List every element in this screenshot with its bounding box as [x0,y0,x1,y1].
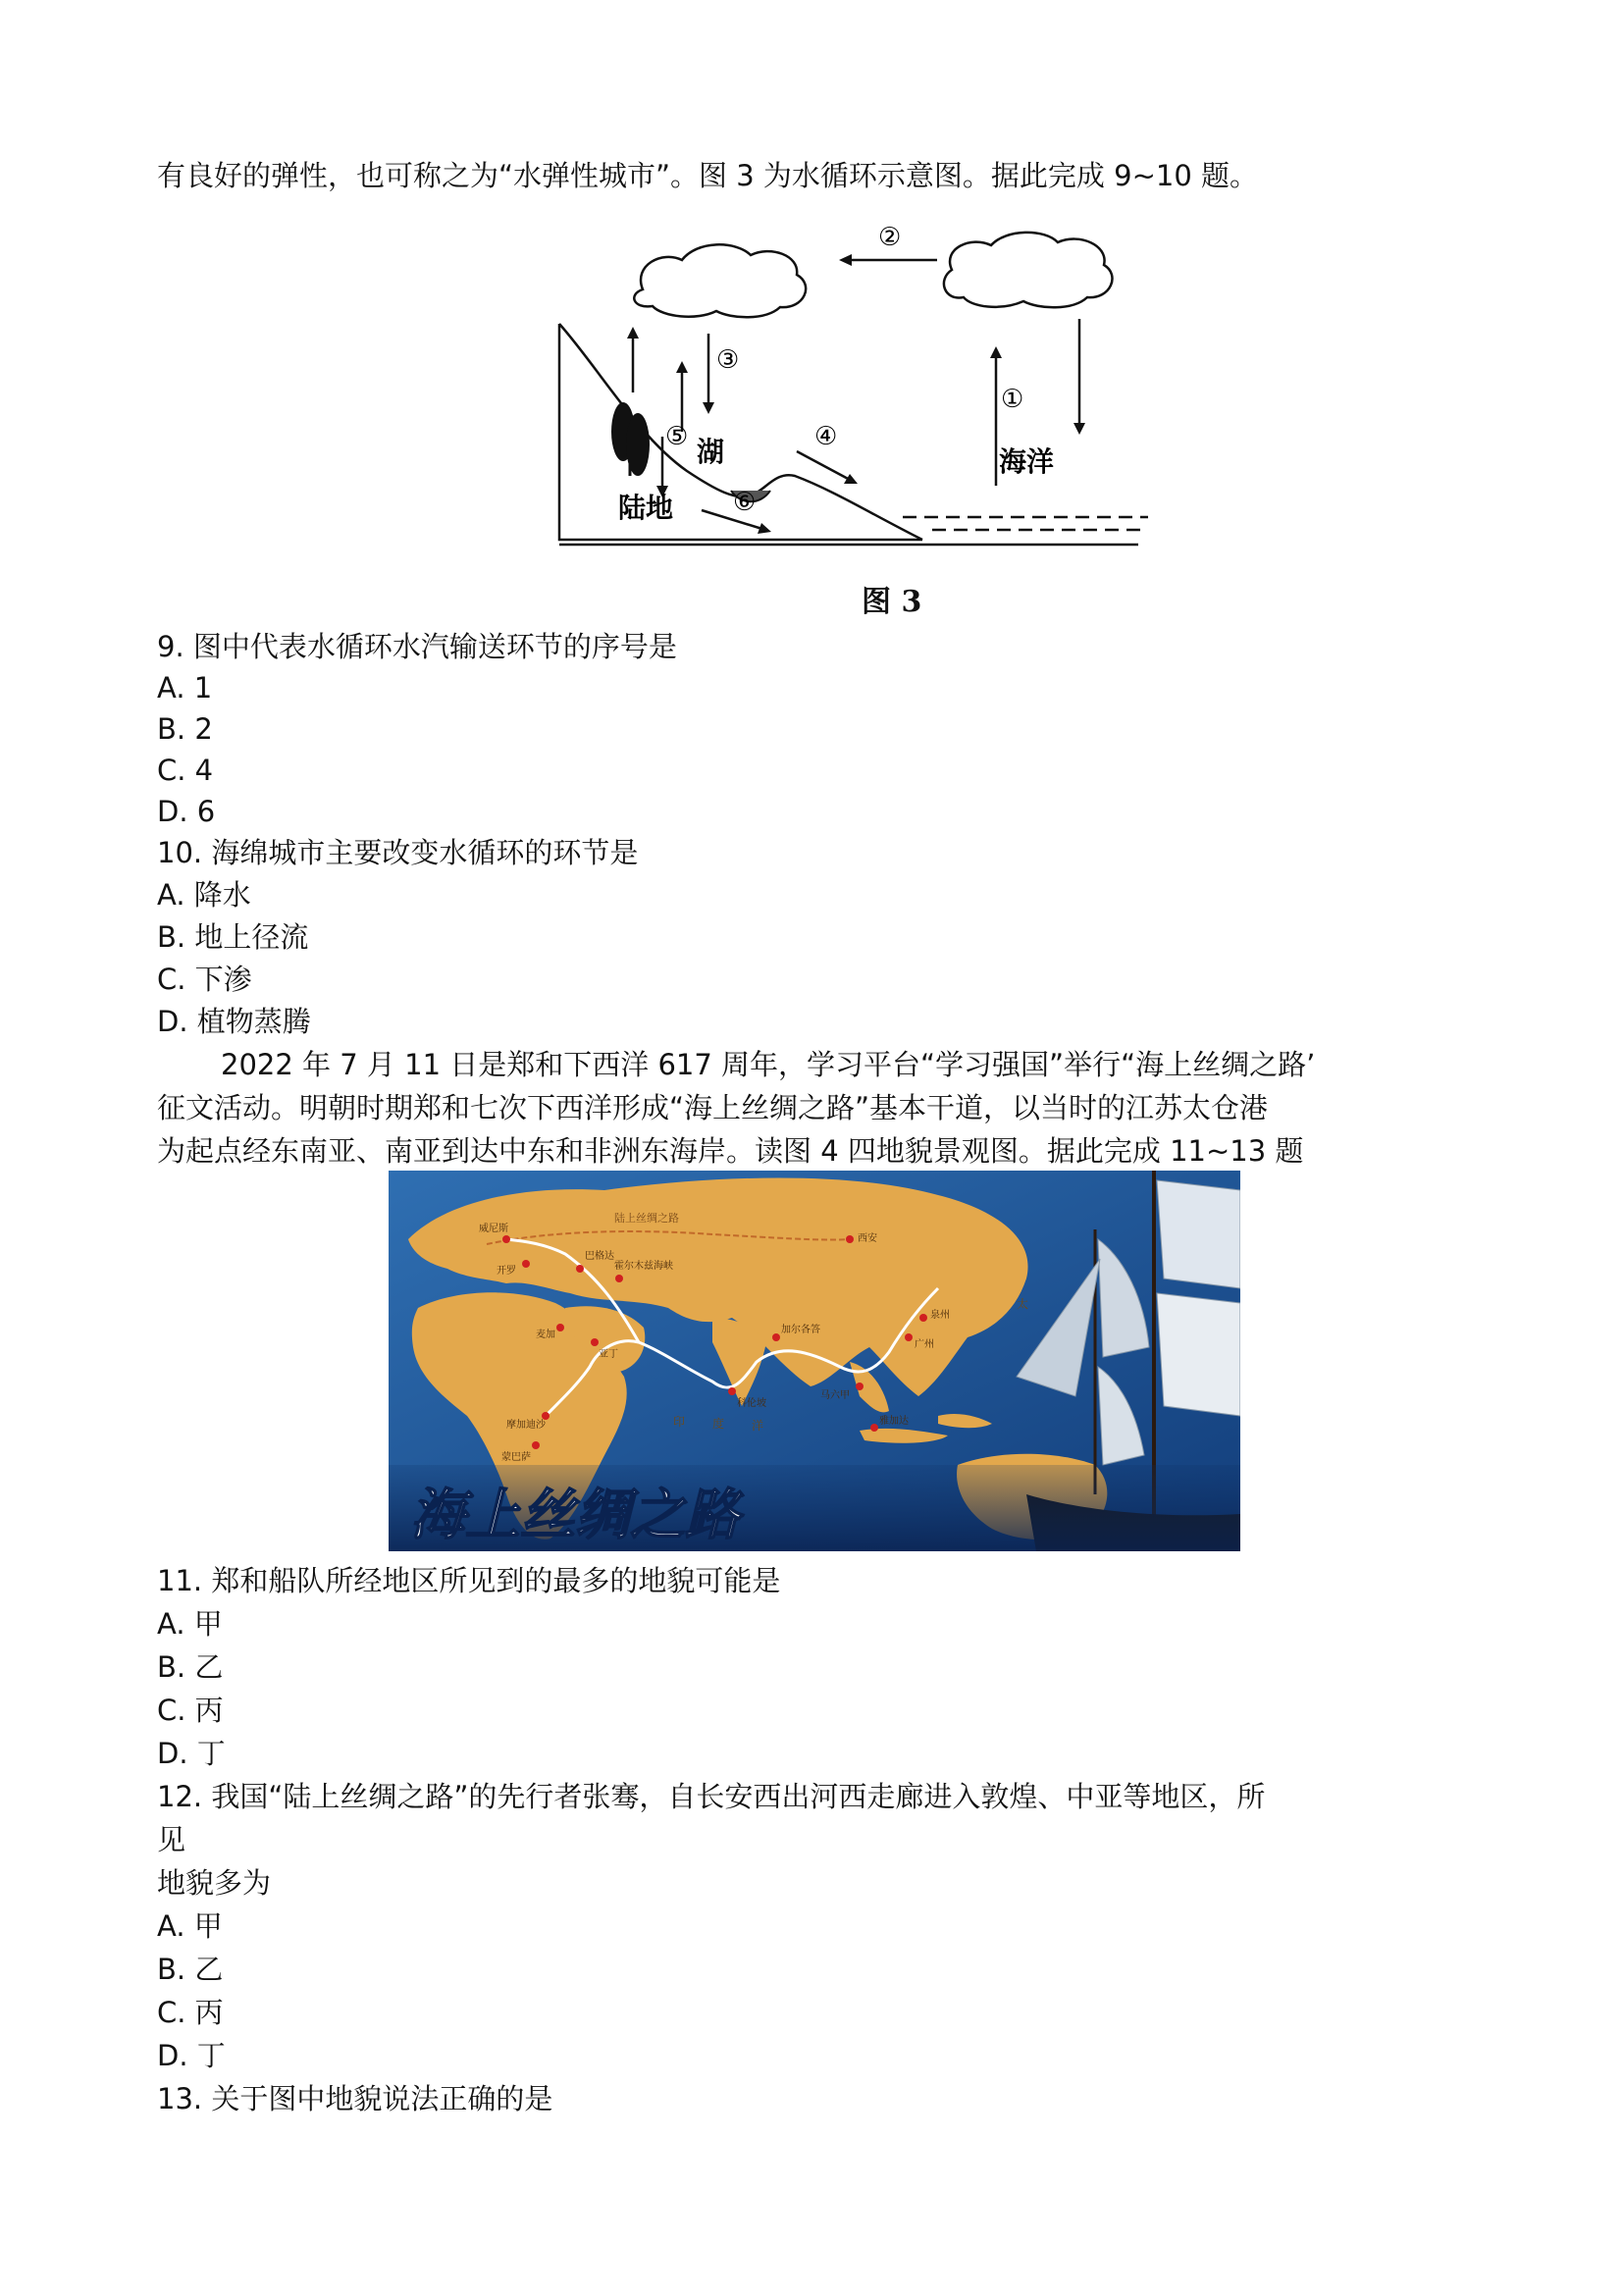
passage2-line3: 为起点经东南亚、南亚到达中东和非洲东海岸。读图 4 四地貌景观图。据此完成 11~13 题 [157,1134,1304,1168]
q11-stem: 11. 郑和船队所经地区所见到的最多的地貌可能是 [157,1564,781,1597]
label-land: 陆地 [618,492,674,524]
land-route-label: 陆上丝绸之路 [614,1212,679,1225]
q11-option-b[interactable]: B. 乙 [157,1650,224,1684]
marker-4: ④ [814,422,838,451]
q10-option-b[interactable]: B. 地上径流 [157,920,309,954]
q9-stem: 9. 图中代表水循环水汽输送环节的序号是 [157,630,677,663]
intro-tail-text: 有良好的弹性，也可称之为“水弹性城市”。图 3 为水循环示意图。据此完成 9~10 题。 [157,159,1259,192]
trees [611,402,650,476]
marker-2: ② [878,223,902,252]
marker-6: ⑥ [733,488,757,517]
q11-option-c[interactable]: C. 丙 [157,1694,224,1727]
q10-option-c[interactable]: C. 下渗 [157,963,252,996]
q9-option-c[interactable]: C. 4 [157,754,214,787]
figure3-caption: 图 3 [862,585,922,619]
q10-option-d[interactable]: D. 植物蒸腾 [157,1005,311,1038]
marker-1: ① [1001,385,1024,414]
svg-text:泉州: 泉州 [930,1310,950,1321]
svg-text:太: 太 [1017,1297,1029,1311]
q12-option-a[interactable]: A. 甲 [157,1909,223,1943]
passage2-line1: 2022 年 7 月 11 日是郑和下西洋 617 周年，学习平台“学习强国”举行“海上丝绸之路’ [221,1048,1316,1081]
marker-3: ③ [716,345,740,375]
svg-text:开罗: 开罗 [497,1266,516,1277]
marker-5: ⑤ [665,422,689,451]
cloud-right [944,233,1113,307]
passage2-line2: 征文活动。明朝时期郑和七次下西洋形成“海上丝绸之路”基本干道，以当时的江苏太仓港 [157,1091,1269,1124]
q12-stem-line2: 见 [157,1823,186,1856]
map-title: 海上丝绸之路 [410,1484,740,1547]
q9-option-b[interactable]: B. 2 [157,712,213,746]
q13-stem: 13. 关于图中地貌说法正确的是 [157,2082,553,2115]
q10-option-a[interactable]: A. 降水 [157,878,251,912]
svg-text:科伦坡: 科伦坡 [737,1398,766,1409]
svg-text:马六甲: 马六甲 [820,1390,850,1401]
q12-stem-line1: 12. 我国“陆上丝绸之路”的先行者张骞，自长安西出河西走廊进入敦煌、中亚等地区，所 [157,1780,1266,1813]
svg-text:洋: 洋 [752,1419,764,1433]
svg-text:广州: 广州 [915,1339,934,1350]
svg-text:度: 度 [712,1417,725,1431]
label-ocean: 海洋 [999,445,1055,478]
silk-road-map [389,1171,1240,1551]
q11-option-a[interactable]: A. 甲 [157,1607,223,1641]
svg-text:雅加达: 雅加达 [879,1416,909,1427]
q12-option-d[interactable]: D. 丁 [157,2039,226,2072]
q11-option-d[interactable]: D. 丁 [157,1737,226,1770]
label-lake: 湖 [697,436,725,468]
svg-text:摩加迪沙: 摩加迪沙 [506,1420,546,1431]
q9-option-a[interactable]: A. 1 [157,671,213,704]
q12-option-c[interactable]: C. 丙 [157,1996,224,2029]
svg-text:加尔各答: 加尔各答 [781,1325,820,1335]
cloud-left [634,244,806,317]
svg-text:亚丁: 亚丁 [599,1349,618,1360]
svg-text:巴格达: 巴格达 [585,1251,614,1262]
ocean-water [903,517,1148,530]
q12-stem-line3: 地貌多为 [157,1866,272,1900]
svg-text:蒙巴萨: 蒙巴萨 [501,1452,531,1463]
q9-option-d[interactable]: D. 6 [157,795,216,828]
svg-text:霍尔木兹海峡: 霍尔木兹海峡 [614,1261,673,1272]
q10-stem: 10. 海绵城市主要改变水循环的环节是 [157,836,639,869]
svg-text:麦加: 麦加 [536,1330,555,1340]
water-cycle-diagram [540,211,1168,554]
svg-text:西安: 西安 [858,1233,877,1244]
svg-text:威尼斯: 威尼斯 [479,1224,508,1234]
svg-text:印: 印 [673,1415,686,1429]
q12-option-b[interactable]: B. 乙 [157,1953,224,1986]
